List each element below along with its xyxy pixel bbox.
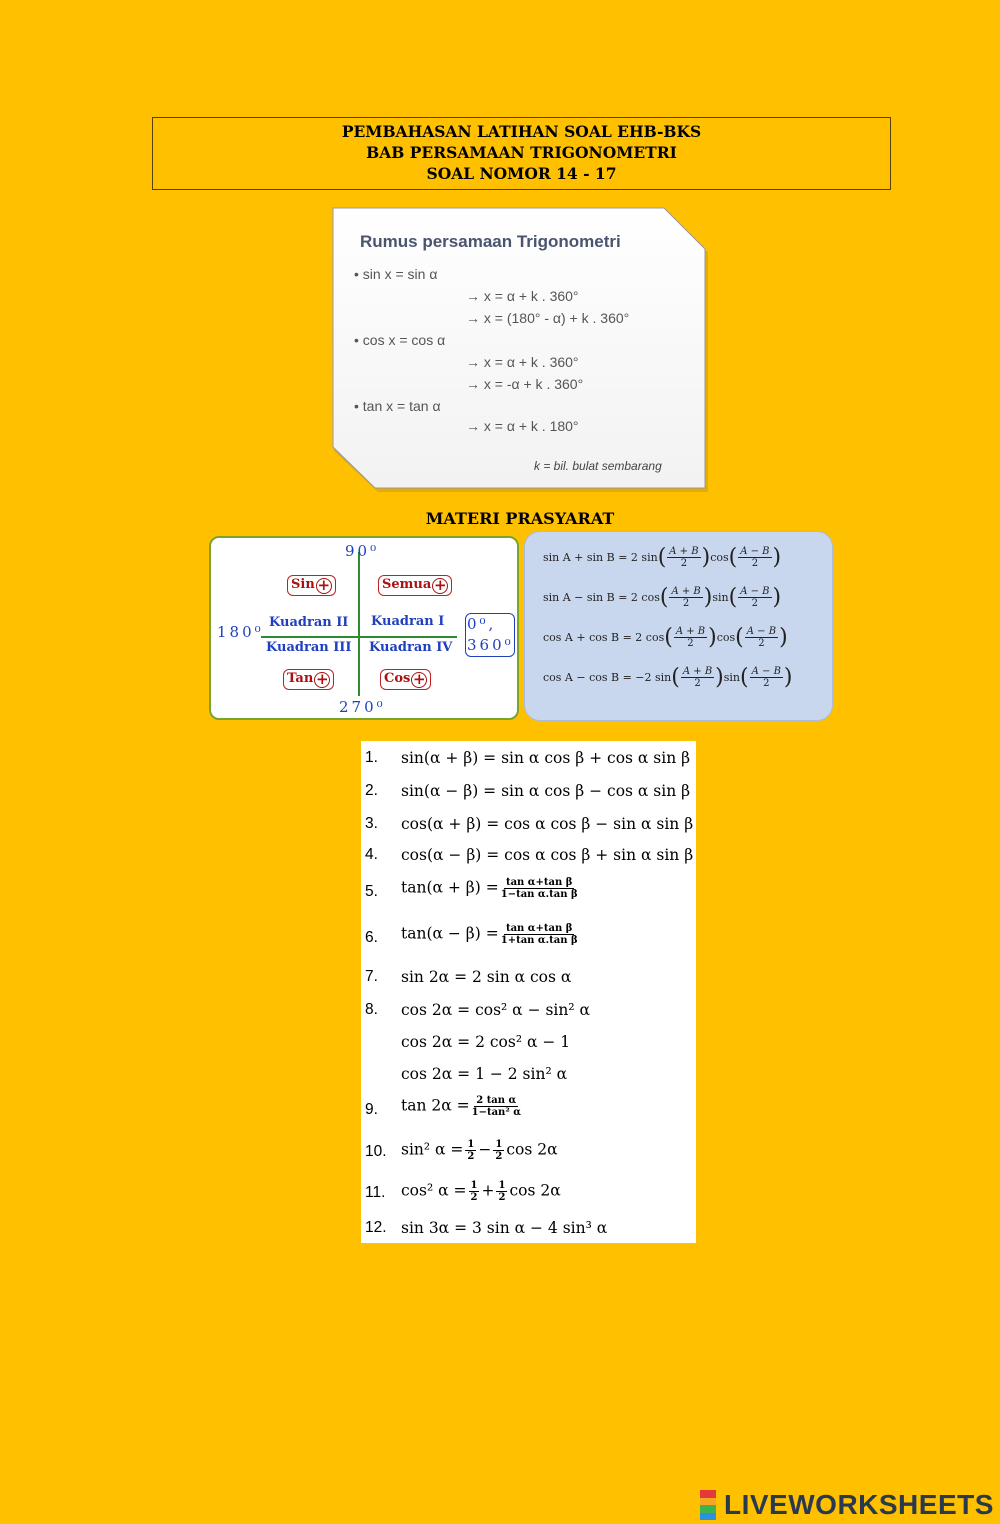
identity-number: 7. bbox=[365, 968, 378, 985]
fraction bbox=[501, 923, 578, 946]
identity-formula: sin(α − β) = sin α cos β − cos α sin β bbox=[401, 782, 691, 800]
identity-formula: sin 2α = 2 sin α cos α bbox=[401, 968, 572, 986]
sum-formula-mid: cos bbox=[710, 551, 729, 564]
identity-formula: cos(α + β) = cos α cos β − sin α sin β bbox=[401, 815, 694, 833]
fraction bbox=[681, 666, 714, 689]
denominator: 2 bbox=[694, 678, 701, 689]
formula-line: → x = α + k . 360° bbox=[466, 354, 579, 370]
sum-formula-lhs: cos A − cos B = −2 sin bbox=[543, 671, 672, 684]
fraction bbox=[465, 1139, 476, 1162]
identity-number: 1. bbox=[365, 749, 378, 766]
identity-number: 9. bbox=[365, 1101, 378, 1118]
identity-formula bbox=[401, 1139, 558, 1162]
plus-icon: + bbox=[434, 576, 447, 594]
numerator: A + B bbox=[671, 586, 701, 597]
fraction bbox=[496, 1180, 507, 1203]
quadrant-3-label: Kuadran III bbox=[266, 640, 352, 655]
paren: ) bbox=[783, 664, 793, 690]
header-line-1: PEMBAHASAN LATIHAN SOAL EHB-BKS bbox=[341, 122, 702, 141]
denominator: 1−tan² α bbox=[471, 1107, 521, 1118]
formula-line: → x = α + k . 360° bbox=[466, 288, 579, 304]
numerator: 1 bbox=[467, 1139, 475, 1150]
denominator: 2 bbox=[470, 1192, 478, 1203]
paren: ) bbox=[703, 584, 713, 610]
numerator: A − B bbox=[751, 666, 781, 677]
sign-semua bbox=[378, 575, 452, 596]
denominator: 2 bbox=[763, 678, 770, 689]
denominator: 2 bbox=[751, 558, 759, 569]
fraction bbox=[738, 546, 771, 569]
degree-360: 360⁰ bbox=[467, 636, 514, 654]
denominator: 2 bbox=[687, 638, 694, 649]
fraction bbox=[738, 586, 771, 609]
sign-tan bbox=[283, 669, 334, 690]
plus-icon: + bbox=[316, 670, 329, 688]
identity-formula-text: tan(α − β) = bbox=[401, 924, 499, 943]
fraction bbox=[745, 626, 778, 649]
paren: ( bbox=[735, 624, 744, 650]
formula-card-title: Rumus persamaan Trigonometri bbox=[360, 232, 621, 251]
identity-formula bbox=[401, 1095, 523, 1118]
denominator: 2 bbox=[467, 1151, 475, 1162]
numerator: 2 tan α bbox=[476, 1095, 517, 1106]
identity-number: 3. bbox=[365, 815, 378, 832]
formula-line: → x = -α + k . 360° bbox=[466, 376, 584, 392]
degree-90: 90⁰ bbox=[345, 542, 380, 560]
vertical-axis bbox=[358, 552, 360, 696]
identity-formula-text: sin² α = bbox=[401, 1140, 464, 1159]
formula-card-note: k = bil. bulat sembarang bbox=[534, 459, 662, 473]
denominator: 1−tan α.tan β bbox=[500, 889, 578, 900]
identity-formula bbox=[401, 1180, 561, 1203]
sum-formula-row bbox=[543, 666, 793, 689]
plus-icon: + bbox=[413, 670, 426, 688]
fraction bbox=[674, 626, 707, 649]
sum-formula-lhs: sin A − sin B = 2 cos bbox=[543, 591, 660, 604]
header-line-2: BAB PERSAMAAN TRIGONOMETRI bbox=[366, 143, 677, 162]
numerator: A + B bbox=[682, 666, 713, 677]
identity-number: 10. bbox=[365, 1143, 387, 1160]
fraction bbox=[750, 666, 783, 689]
degree-0: 0⁰, bbox=[467, 615, 497, 633]
identity-formula-tail: cos 2α bbox=[506, 1140, 558, 1159]
numerator: A − B bbox=[746, 626, 777, 637]
numerator: A + B bbox=[675, 626, 706, 637]
identity-formula: cos 2α = cos² α − sin² α bbox=[401, 1001, 590, 1019]
identity-formula: sin(α + β) = sin α cos β + cos α sin β bbox=[401, 749, 691, 767]
fraction bbox=[493, 1139, 504, 1162]
fraction bbox=[667, 546, 700, 569]
operator: + bbox=[481, 1181, 495, 1200]
fraction bbox=[669, 586, 702, 609]
identity-formula bbox=[401, 923, 580, 946]
degree-270: 270⁰ bbox=[339, 698, 386, 716]
paren: ( bbox=[728, 544, 738, 570]
section-title: MATERI PRASYARAT bbox=[425, 509, 615, 528]
numerator: 1 bbox=[495, 1139, 503, 1150]
sum-formula-lhs: cos A + cos B = 2 cos bbox=[543, 631, 665, 644]
numerator: 1 bbox=[470, 1180, 478, 1191]
paren: ) bbox=[779, 624, 788, 650]
denominator: 2 bbox=[758, 638, 765, 649]
denominator: 2 bbox=[495, 1151, 503, 1162]
identity-number: 12. bbox=[365, 1219, 387, 1236]
numerator: A + B bbox=[669, 546, 699, 557]
identity-formula: sin 3α = 3 sin α − 4 sin³ α bbox=[401, 1219, 608, 1237]
formula-line: • sin x = sin α bbox=[354, 266, 438, 282]
identity-number: 4. bbox=[365, 846, 378, 863]
paren: ( bbox=[657, 544, 667, 570]
quadrant-4-label: Kuadran IV bbox=[369, 640, 453, 655]
identity-number: 2. bbox=[365, 782, 378, 799]
formula-card bbox=[330, 204, 710, 494]
identity-number: 6. bbox=[365, 929, 378, 946]
identities-box bbox=[361, 741, 696, 1243]
sum-to-product-box bbox=[524, 531, 833, 721]
paren: ( bbox=[728, 584, 738, 610]
fraction bbox=[501, 877, 578, 900]
denominator: 2 bbox=[498, 1192, 506, 1203]
quadrant-1-label: Kuadran I bbox=[371, 614, 445, 629]
numerator: 1 bbox=[498, 1180, 506, 1191]
paren: ( bbox=[671, 664, 680, 690]
identity-formula-text: cos² α = bbox=[401, 1181, 467, 1200]
operator: − bbox=[478, 1140, 492, 1159]
denominator: 2 bbox=[751, 598, 759, 609]
header-box bbox=[152, 117, 891, 190]
sign-cos-label: Cos bbox=[384, 671, 411, 686]
sign-semua-label: Semua bbox=[382, 577, 432, 592]
brand-text: LIVEWORKSHEETS bbox=[724, 1489, 994, 1520]
sum-formula-row bbox=[543, 586, 781, 609]
denominator: 1+tan α.tan β bbox=[500, 935, 578, 946]
header-line-3: SOAL NOMOR 14 - 17 bbox=[426, 164, 617, 183]
denominator: 2 bbox=[682, 598, 690, 609]
sign-tan-label: Tan bbox=[287, 671, 314, 686]
paren: ( bbox=[664, 624, 673, 650]
liveworksheets-brand[interactable] bbox=[700, 1489, 994, 1521]
identity-formula: cos(α − β) = cos α cos β + sin α sin β bbox=[401, 846, 694, 864]
identity-number: 5. bbox=[365, 883, 378, 900]
fraction bbox=[469, 1180, 480, 1203]
sum-formula-mid: cos bbox=[716, 631, 736, 644]
formula-line: → x = α + k . 180° bbox=[466, 418, 579, 434]
paren: ( bbox=[659, 584, 669, 610]
identity-formula: cos 2α = 2 cos² α − 1 bbox=[401, 1033, 571, 1051]
paren: ) bbox=[715, 664, 724, 690]
identity-number: 8. bbox=[365, 1001, 378, 1018]
quadrant-2-label: Kuadran II bbox=[269, 615, 349, 630]
paren: ( bbox=[740, 664, 749, 690]
identity-formula: cos 2α = 1 − 2 sin² α bbox=[401, 1065, 568, 1083]
fraction bbox=[472, 1095, 521, 1118]
plus-icon: + bbox=[317, 576, 331, 594]
degree-180: 180⁰ bbox=[217, 623, 264, 641]
sign-cos bbox=[380, 669, 431, 690]
sum-formula-lhs: sin A + sin B = 2 sin bbox=[543, 551, 658, 564]
sign-sin-label: Sin bbox=[291, 577, 315, 592]
numerator: tan α+tan β bbox=[505, 923, 573, 934]
numerator: tan α+tan β bbox=[505, 877, 573, 888]
formula-line: → x = (180° - α) + k . 360° bbox=[466, 310, 630, 326]
identity-formula bbox=[401, 877, 580, 900]
horizontal-axis bbox=[261, 636, 457, 638]
sign-sin bbox=[287, 575, 336, 596]
numerator: A − B bbox=[740, 586, 770, 597]
identity-number: 11. bbox=[365, 1184, 386, 1201]
paren: ) bbox=[772, 544, 782, 570]
liveworksheets-logo-icon bbox=[700, 1490, 716, 1520]
sum-formula-mid: sin bbox=[712, 591, 729, 604]
numerator: A − B bbox=[740, 546, 770, 557]
sum-formula-row bbox=[543, 626, 788, 649]
sum-formula-row bbox=[543, 546, 781, 569]
paren: ) bbox=[701, 544, 711, 570]
paren: ) bbox=[708, 624, 717, 650]
paren: ) bbox=[772, 584, 782, 610]
denominator: 2 bbox=[680, 558, 688, 569]
sum-formula-mid: sin bbox=[723, 671, 741, 684]
formula-line: • cos x = cos α bbox=[354, 332, 446, 348]
formula-line: • tan x = tan α bbox=[354, 398, 441, 414]
quadrant-diagram bbox=[209, 536, 519, 720]
identity-formula-text: tan(α + β) = bbox=[401, 878, 499, 897]
identity-formula-tail: cos 2α bbox=[509, 1181, 561, 1200]
identity-formula-text: tan 2α = bbox=[401, 1096, 470, 1115]
